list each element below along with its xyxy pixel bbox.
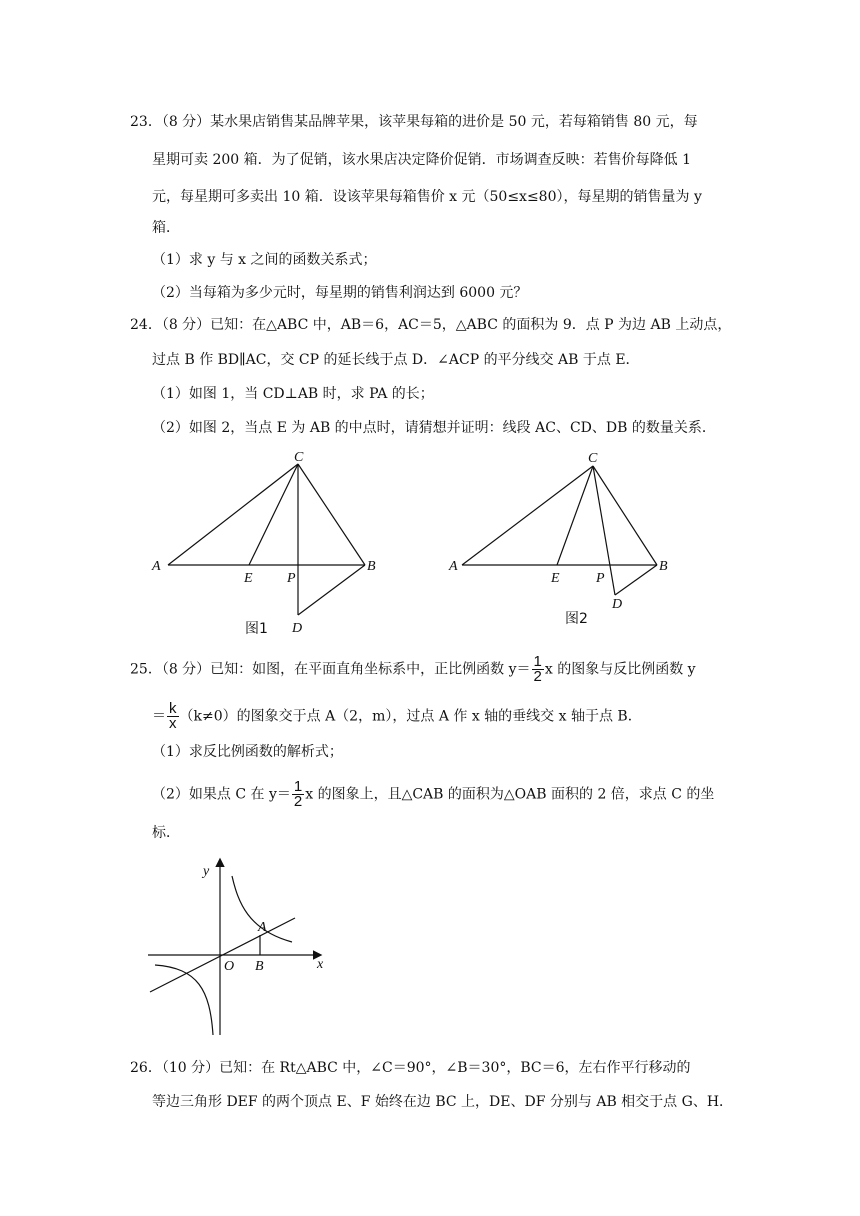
q26-line-1: 26．（10 分）已知：在 Rt△ABC 中，∠C＝90°，∠B＝30°，BC＝6，左右作平行移动的	[130, 1060, 691, 1076]
graph-label-x: x	[317, 957, 324, 972]
fig1-label-A: A	[152, 559, 161, 574]
fraction-one-half-2: $\frac{1}{2}$	[293, 778, 303, 810]
q23-line-3: 元，每星期可多卖出 10 箱．设该苹果每箱售价 x 元（50≤x≤80），每星期的销售量为 y	[152, 189, 702, 205]
q24-sub-2: （2）如图 2，当点 E 为 AB 的中点时，请猜想并证明：线段 AC、CD、DB 的数量关系．	[152, 420, 716, 436]
fraction-one-half: $\frac{1}{2}$	[533, 653, 542, 685]
fig2-label-D: D	[612, 597, 623, 612]
q24-line-2: 过点 B 作 BD∥AC，交 CP 的延长线于点 D．∠ACP 的平分线交 AB 于点 E．	[152, 352, 640, 368]
fig1-label-P: P	[287, 571, 296, 586]
q23-line-2: 星期可卖 200 箱．为了促销，该水果店决定降价促销．市场调查反映：若售价每降低 1	[152, 152, 691, 168]
graph-label-B: B	[255, 959, 264, 974]
q23-line-1: 23．（8 分）某水果店销售某品牌苹果，该苹果每箱的进价是 50 元，若每箱销售 80 元，每	[130, 114, 698, 130]
fraction-k-over-x: $\frac{k}{x}$	[169, 700, 177, 732]
q25-line-1-post: x 的图象与反比例函数 y	[544, 661, 696, 678]
fig2-label-P: P	[596, 571, 605, 586]
q25-sub-2-pre: （2）如果点 C 在 y＝	[152, 786, 291, 803]
q25-line-2-post: （k≠0）的图象交于点 A（2，m），过点 A 作 x 轴的垂线交 x 轴于点 B．	[179, 708, 642, 725]
q24-sub-1: （1）如图 1，当 CD⊥AB 时，求 PA 的长；	[152, 386, 434, 402]
fig1-label-E: E	[244, 571, 253, 586]
fig2-label-C: C	[588, 451, 598, 466]
fig2-caption: 图2	[565, 611, 588, 627]
q25-sub-2-post: x 的图象上，且△CAB 的面积为△OAB 面积的 2 倍，求点 C 的坐	[305, 786, 715, 803]
q23-sub-1: （1）求 y 与 x 之间的函数关系式；	[152, 252, 377, 268]
fig2-label-B: B	[659, 559, 668, 574]
fig1-label-D: D	[292, 621, 303, 636]
q25-sub-1: （1）求反比例函数的解析式；	[152, 744, 343, 760]
q26-line-2: 等边三角形 DEF 的两个顶点 E、F 始终在边 BC 上，DE、DF 分别与 AB 相交于点 G、H．	[152, 1094, 734, 1110]
q23-sub-2: （2）当每箱为多少元时，每星期的销售利润达到 6000 元？	[152, 285, 528, 301]
fig2-label-E: E	[551, 571, 560, 586]
q24-line-1: 24．（8 分）已知：在△ABC 中，AB＝6，AC＝5，△ABC 的面积为 9．点 P 为边 AB 上动点，	[130, 317, 732, 333]
q25-line-2-pre: ＝	[152, 708, 166, 725]
fig1-caption: 图1	[245, 621, 268, 637]
q23-line-4: 箱．	[152, 220, 180, 236]
fig2-label-A: A	[449, 559, 458, 574]
fig1-label-B: B	[367, 559, 376, 574]
graph-label-O: O	[224, 959, 235, 974]
fig1-label-C: C	[294, 450, 304, 465]
q25-line-1-pre: 25．（8 分）已知：如图，在平面直角坐标系中，正比例函数 y＝	[130, 661, 531, 678]
graph-label-A: A	[258, 920, 267, 935]
graph-label-y: y	[203, 864, 210, 879]
q25-sub-2-line-2: 标．	[152, 825, 180, 841]
